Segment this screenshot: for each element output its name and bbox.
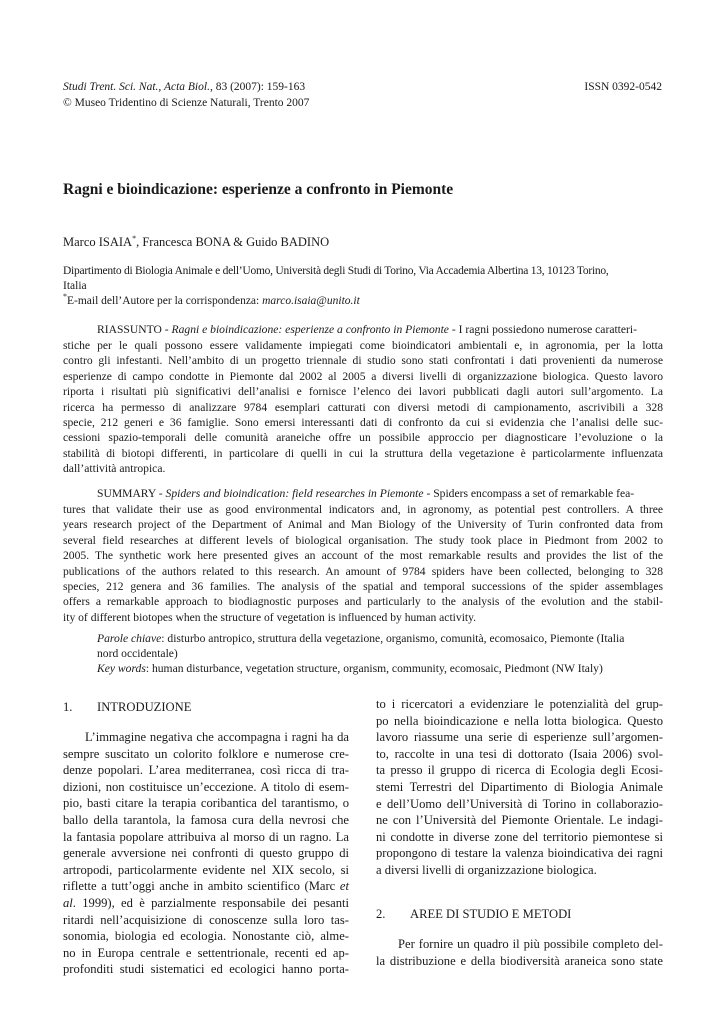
issn: ISSN 0392-0542 [584, 81, 662, 93]
intro-text-line: ballo della tarantola, la famosa cura della nevrosi che [63, 812, 349, 827]
parole-chiave-cont: nord occidentale) [97, 647, 178, 660]
summary-block [97, 486, 663, 501]
riassunto-lines-line: riporta i risultati più significativi dell’analisi e fornisce l’elenco dei lavori pubblicati dagli autori sull’argomento. La [63, 385, 663, 399]
intro-text-line: ta presso il gruppo di ricerca di Ecologia degli Ecosi- [376, 763, 663, 778]
riassunto-lines-line: stiche per le quali possono essere validamente impiegati come bioindicatori ambientali e, in agronomia, per la lotta [63, 339, 663, 352]
riassunto-lines-line: esperienze di campo condotte in Piemonte dal 2002 al 2005 a diversi livelli di organizzazione biologica. Questo lavoro [63, 369, 663, 383]
riassunto-line-0: I ragni possiedono numerose caratteri- [458, 323, 637, 336]
intro-text-line: dizioni, non costituisce un’eccezione. A titolo di esem- [63, 779, 349, 794]
intro-text-line [63, 895, 349, 912]
summary-lines-line: ity of different biotopes when the structure of vegetation is influenced by human activity. [63, 610, 477, 624]
email-mark: * [63, 292, 67, 302]
intro-text-line: L’immagine negativa che accompagna i ragni ha da [85, 730, 349, 744]
summary-title: Spiders and bioindication: field researches in Piemonte [165, 487, 424, 500]
other-authors: , Francesca BONA & Guido BADINO [136, 235, 330, 249]
author-list [63, 234, 329, 250]
right-column [376, 696, 663, 879]
riassunto-lines-line: ricerca ha permesso di analizzare 9784 esemplari catturati con diversi metodi di campionamento, ascrivibili a 328 [63, 400, 663, 414]
intro-text-line: po nella bioindicazione e nella lotta biologica. Questo [376, 713, 663, 728]
summary-line-0: Spiders encompass a set of remarkable fea- [433, 487, 635, 500]
riassunto-lines-line: cessioni spazio-temporali delle comunità araneiche offre un possibile approccio per diagnosticare l’evoluzione o la [63, 431, 663, 445]
methods-text-line: Per fornire un quadro il più possibile completo del- [398, 937, 663, 951]
email-line [63, 294, 663, 309]
riassunto-block [97, 322, 663, 338]
section-1-title: INTRODUZIONE [97, 700, 192, 714]
intro-text-line: propongono di testare la valenza bioindicativa dei ragni [376, 846, 663, 861]
parole-chiave-label: Parole chiave [97, 632, 162, 645]
affiliation-line-1: Dipartimento di Biologia Animale e dell’Uomo, Università degli Studi di Torino, Via Accademia Albertina 13, 10123 Torino, [63, 265, 609, 277]
citation-et: et [339, 879, 349, 894]
intro-text-line: sonomia, biologia ed ecologia. Nonostante ciò, almе- [63, 929, 349, 944]
summary-lines-line: 2005. The synthetic work here presented gives an account of the most remarkable results and provides the list of the [63, 549, 663, 563]
key-words-label: Key words [97, 662, 146, 675]
citation-al: al [63, 895, 73, 910]
parole-chiave-line [97, 631, 663, 646]
summary-lines-line: publications of the authors related to this research. An amount of 9784 spiders have been collected, belonging to 328 [63, 564, 663, 578]
email-address: marco.isaia@unito.it [262, 295, 360, 307]
riassunto-lines-line: specie, 212 generi e 36 famiglie. Sono emersi interessanti dati di confronto da cui si evidenzia che l’analisi delle suc- [63, 416, 663, 430]
corresponding-mark: * [132, 233, 137, 243]
methods-text-line: la distribuzione e della biodiversità araneica sono state [376, 953, 663, 968]
intro-text-segment: . 1999), ed è parzialmente responsabile dei pesanti [72, 895, 349, 910]
intro-text-line: a diversi livelli di organizzazione biologica. [376, 862, 597, 877]
intro-text-line: to, raccolte in una tesi di dottorato (Isaia 2006) svol- [376, 746, 663, 761]
riassunto-body [63, 338, 663, 477]
intro-text-line: ne con l’Università del Piemonte Orientale. Le indagi- [376, 813, 663, 828]
intro-text-line: ni condotte in diverse zone del territorio piemontese si [376, 829, 663, 844]
summary-lines-line: tures that validate their use as good environmental indicators and, in agronomy, as potential pest controllers. A three [63, 503, 663, 516]
intro-text-line: la fantasia popolare attribuiva al morso di un ragno. La [63, 829, 349, 844]
section-2-number: 2. [376, 907, 386, 921]
riassunto-dash: - [448, 323, 459, 336]
intro-text-line: no in Europa centrale e settentrionale, recenti ed ap- [63, 945, 349, 960]
section-2-body [376, 936, 663, 969]
summary-lines-line: offers a remarkable approach to biodiagnostic purposes and particularly to the analysis of the evolution and the stabil- [63, 595, 663, 609]
intro-text-line: to i ricercatori a evidenziare le potenzialità del grup- [376, 697, 663, 711]
summary-body [63, 502, 663, 625]
summary-lines-line: several field researches at different levels of biological organisation. The study took place in Piedmont from 2002 to [63, 533, 663, 547]
riassunto-lines-line: stabilità di biotopi differenti, in particolare di quelli in cui la struttura della vegetazione è particolarmente influenzata [63, 446, 663, 460]
intro-text-line: stemi Terrestri del Dipartimento di Biologia Animale [376, 779, 663, 794]
intro-text-line: ritardi nell’acquisizione di conoscenze sulla loro tas- [63, 912, 349, 927]
riassunto-lines-line: dall’attività antropica. [63, 462, 166, 476]
journal-name: Studi Trent. Sci. Nat., Acta Biol. [63, 81, 210, 93]
riassunto-label: RIASSUNTO - [97, 323, 172, 336]
intro-text-line: e dell’Uomo dell’Università di Torino in collaborazio- [376, 796, 663, 811]
keywords-block [97, 631, 663, 646]
riassunto-title: Ragni e bioindicazione: esperienze a confronto in Piemonte [171, 323, 449, 336]
section-1-number: 1. [63, 700, 73, 714]
intro-text-line: profonditi studi sistematici ed ecologici hanno porta- [63, 962, 349, 977]
riassunto-lines-line: contro gli infestanti. Nell’ambito di un progetto triennale di studio sono stati confrontati i dati provenienti da numerose [63, 354, 663, 368]
intro-text-line: pio, basti citare la terapia coribantica del tarantismo, o [63, 796, 349, 811]
intro-text-line: generale avversione nei confronti di questo gruppo di [63, 846, 349, 861]
copyright-line: © Museo Tridentino di Scienze Naturali, Trento 2007 [63, 97, 310, 109]
left-column [63, 729, 349, 978]
summary-lines-line: species, 212 genera and 36 families. The analysis of the spatial and temporal successions of the spider assemblages [63, 580, 663, 594]
affiliation [63, 264, 663, 309]
summary-label: SUMMARY - [97, 487, 166, 500]
paper-title: Ragni e bioindicazione: esperienze a confronto in Piemonte [63, 181, 454, 198]
intro-text-line: lavoro riassume una serie di esperienze sull’argomen- [376, 730, 663, 745]
journal-citation [63, 80, 305, 95]
summary-dash: - [423, 487, 434, 500]
intro-text-segment: riflette a tutt’oggi anche in ambito scientifico (Marc [63, 879, 340, 894]
journal-volume: , 83 (2007): 159-163 [209, 81, 306, 93]
key-words-text: : human disturbance, vegetation structure, organism, community, ecomosaic, Piedmont (NW Italy) [145, 662, 603, 675]
key-words-line [97, 661, 603, 676]
affiliation-line-2: Italia [63, 280, 87, 292]
riassunto-first-line [97, 322, 663, 337]
intro-text-line: sempre suscitato un colorito folklore e numerose cre- [63, 746, 349, 761]
summary-lines-line: years research project of the Department of Animal and Man Biology of the University of Turin confronted data from [63, 518, 663, 532]
email-label: E-mail dell’Autore per la corrispondenza: [67, 295, 263, 307]
section-2-title: AREE DI STUDIO E METODI [410, 907, 572, 921]
parole-chiave-text: : disturbo antropico, struttura della vegetazione, organismo, comunità, ecomosaico, Piemonte (Italia [161, 632, 625, 645]
first-author: Marco ISAIA [63, 235, 133, 249]
intro-text-line: artropodi, particolarmente evidente nel XIX secolo, si [63, 862, 349, 877]
intro-text-line [63, 878, 349, 895]
intro-text-line: denze popolari. L’area mediterranea, così ricca di tra- [63, 763, 349, 778]
